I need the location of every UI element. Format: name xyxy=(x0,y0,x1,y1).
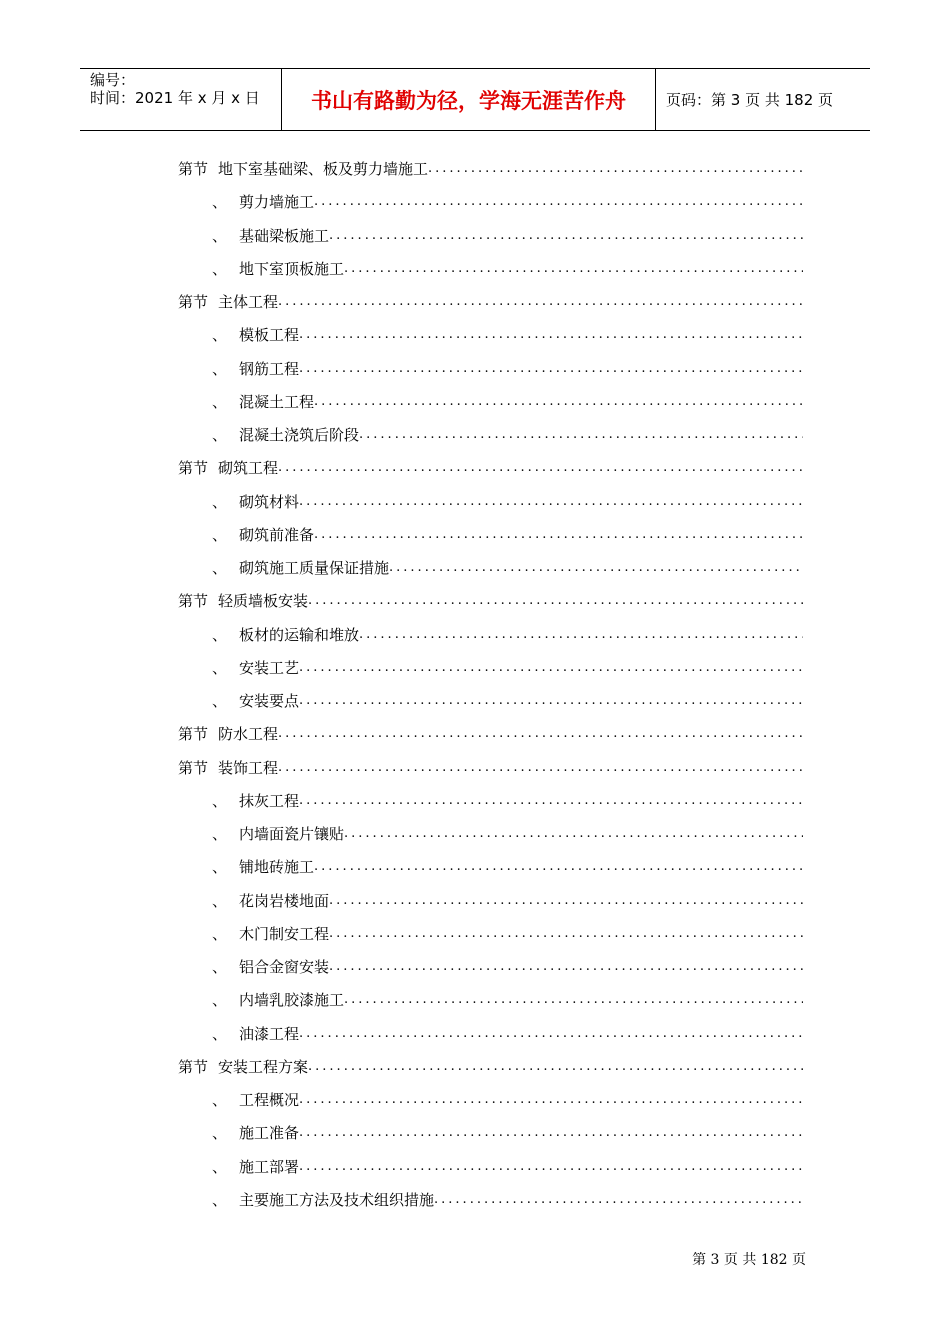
toc-entry-title: 内墙乳胶漆施工 xyxy=(239,991,345,1010)
toc-entry-prefix: 第节 xyxy=(178,758,209,777)
toc-dot-leader xyxy=(329,926,803,941)
toc-subsection-entry[interactable] xyxy=(178,418,803,451)
toc-section-entry[interactable] xyxy=(178,285,803,318)
header-motto: 书山有路勤为径，学海无涯苦作舟 xyxy=(282,69,656,130)
toc-entry-title: 基础梁板施工 xyxy=(239,226,330,245)
toc-dot-leader xyxy=(314,394,803,409)
toc-entry-prefix: 、 xyxy=(212,525,228,544)
document-date: 时间：2021 年 x 月 x 日 xyxy=(90,89,260,107)
toc-entry-title: 安装工艺 xyxy=(239,658,300,677)
toc-entry-title: 剪力墙施工 xyxy=(239,193,315,212)
toc-entry-title: 模板工程 xyxy=(239,326,300,345)
toc-entry-prefix: 第节 xyxy=(178,592,209,611)
toc-entry-title: 装饰工程 xyxy=(218,758,279,777)
toc-subsection-entry[interactable] xyxy=(178,684,803,717)
toc-entry-prefix: 、 xyxy=(212,692,228,711)
toc-dot-leader xyxy=(344,826,803,841)
toc-entry-prefix: 、 xyxy=(212,625,228,644)
header-meta xyxy=(80,69,282,130)
toc-subsection-entry[interactable] xyxy=(178,252,803,285)
toc-entry-title: 地下室基础梁、板及剪力墙施工 xyxy=(218,160,429,179)
toc-dot-leader xyxy=(308,1059,803,1074)
toc-entry-prefix: 、 xyxy=(212,791,228,810)
toc-dot-leader xyxy=(299,660,803,675)
toc-subsection-entry[interactable] xyxy=(178,185,803,218)
toc-entry-prefix: 、 xyxy=(212,891,228,910)
toc-subsection-entry[interactable] xyxy=(178,950,803,983)
toc-dot-leader xyxy=(389,560,803,575)
toc-entry-prefix: 第节 xyxy=(178,160,209,179)
toc-entry-title: 花岗岩楼地面 xyxy=(239,891,330,910)
toc-dot-leader xyxy=(434,1192,803,1207)
header-page-info: 页码：第 3 页 共 182 页 xyxy=(666,91,834,109)
toc-entry-prefix: 、 xyxy=(212,326,228,345)
toc-dot-leader xyxy=(299,1125,803,1140)
toc-entry-title: 铝合金窗安装 xyxy=(239,958,330,977)
toc-dot-leader xyxy=(299,1026,803,1041)
toc-entry-title: 防水工程 xyxy=(218,725,279,744)
toc-entry-prefix: 、 xyxy=(212,259,228,278)
toc-entry-title: 安装工程方案 xyxy=(218,1057,309,1076)
toc-subsection-entry[interactable] xyxy=(178,318,803,351)
toc-section-entry[interactable] xyxy=(178,1050,803,1083)
toc-dot-leader xyxy=(299,494,803,509)
toc-subsection-entry[interactable] xyxy=(178,884,803,917)
toc-entry-title: 钢筋工程 xyxy=(239,359,300,378)
toc-entry-prefix: 、 xyxy=(212,958,228,977)
toc-section-entry[interactable] xyxy=(178,584,803,617)
toc-subsection-entry[interactable] xyxy=(178,219,803,252)
toc-entry-title: 施工准备 xyxy=(239,1124,300,1143)
toc-dot-leader xyxy=(299,793,803,808)
toc-entry-prefix: 、 xyxy=(212,825,228,844)
toc-entry-prefix: 、 xyxy=(212,426,228,445)
toc-entry-title: 铺地砖施工 xyxy=(239,858,315,877)
toc-dot-leader xyxy=(299,327,803,342)
toc-section-entry[interactable] xyxy=(178,717,803,750)
toc-subsection-entry[interactable] xyxy=(178,817,803,850)
toc-dot-leader xyxy=(428,161,803,176)
toc-subsection-entry[interactable] xyxy=(178,1116,803,1149)
toc-section-entry[interactable] xyxy=(178,451,803,484)
toc-entry-prefix: 、 xyxy=(212,392,228,411)
toc-subsection-entry[interactable] xyxy=(178,518,803,551)
toc-entry-prefix: 、 xyxy=(212,1124,228,1143)
toc-entry-prefix: 第节 xyxy=(178,725,209,744)
toc-entry-title: 轻质墙板安装 xyxy=(218,592,309,611)
toc-dot-leader xyxy=(278,726,803,741)
toc-subsection-entry[interactable] xyxy=(178,983,803,1016)
toc-section-entry[interactable] xyxy=(178,751,803,784)
toc-subsection-entry[interactable] xyxy=(178,784,803,817)
toc-dot-leader xyxy=(278,460,803,475)
toc-dot-leader xyxy=(299,1092,803,1107)
toc-entry-title: 混凝土浇筑后阶段 xyxy=(239,426,360,445)
toc-entry-title: 抹灰工程 xyxy=(239,791,300,810)
toc-subsection-entry[interactable] xyxy=(178,850,803,883)
toc-entry-prefix: 、 xyxy=(212,492,228,511)
toc-entry-title: 施工部署 xyxy=(239,1157,300,1176)
table-of-contents xyxy=(178,152,803,1216)
toc-entry-prefix: 、 xyxy=(212,1024,228,1043)
toc-entry-prefix: 第节 xyxy=(178,1057,209,1076)
toc-entry-prefix: 、 xyxy=(212,858,228,877)
toc-entry-prefix: 第节 xyxy=(178,459,209,478)
toc-dot-leader xyxy=(329,959,803,974)
toc-subsection-entry[interactable] xyxy=(178,1150,803,1183)
toc-dot-leader xyxy=(329,893,803,908)
toc-entry-title: 板材的运输和堆放 xyxy=(239,625,360,644)
toc-entry-prefix: 、 xyxy=(212,658,228,677)
toc-dot-leader xyxy=(359,427,803,442)
toc-entry-prefix: 、 xyxy=(212,1091,228,1110)
toc-entry-prefix: 、 xyxy=(212,359,228,378)
toc-entry-title: 砌筑前准备 xyxy=(239,525,315,544)
toc-section-entry[interactable] xyxy=(178,152,803,185)
toc-entry-title: 油漆工程 xyxy=(239,1024,300,1043)
toc-dot-leader xyxy=(314,194,803,209)
toc-entry-prefix: 、 xyxy=(212,1190,228,1209)
toc-dot-leader xyxy=(299,1159,803,1174)
toc-entry-title: 砌筑材料 xyxy=(239,492,300,511)
page-header xyxy=(80,68,870,131)
toc-entry-title: 混凝土工程 xyxy=(239,392,315,411)
toc-subsection-entry[interactable] xyxy=(178,385,803,418)
toc-subsection-entry[interactable] xyxy=(178,551,803,584)
toc-entry-title: 砌筑工程 xyxy=(218,459,279,478)
toc-entry-prefix: 、 xyxy=(212,991,228,1010)
toc-entry-title: 砌筑施工质量保证措施 xyxy=(239,559,390,578)
toc-dot-leader xyxy=(299,361,803,376)
toc-dot-leader xyxy=(278,760,803,775)
toc-dot-leader xyxy=(308,593,803,608)
toc-entry-prefix: 、 xyxy=(212,226,228,245)
toc-entry-title: 主要施工方法及技术组织措施 xyxy=(239,1190,435,1209)
toc-subsection-entry[interactable] xyxy=(178,1183,803,1216)
toc-entry-prefix: 、 xyxy=(212,193,228,212)
toc-entry-prefix: 、 xyxy=(212,924,228,943)
toc-dot-leader xyxy=(299,693,803,708)
toc-entry-title: 木门制安工程 xyxy=(239,924,330,943)
toc-subsection-entry[interactable] xyxy=(178,485,803,518)
toc-entry-title: 安装要点 xyxy=(239,692,300,711)
toc-dot-leader xyxy=(344,261,803,276)
toc-subsection-entry[interactable] xyxy=(178,1017,803,1050)
toc-subsection-entry[interactable] xyxy=(178,352,803,385)
toc-entry-prefix: 、 xyxy=(212,1157,228,1176)
toc-dot-leader xyxy=(344,992,803,1007)
toc-entry-prefix: 第节 xyxy=(178,293,209,312)
toc-subsection-entry[interactable] xyxy=(178,618,803,651)
document-number-label: 编号： xyxy=(90,71,136,89)
toc-entry-title: 地下室顶板施工 xyxy=(239,259,345,278)
toc-subsection-entry[interactable] xyxy=(178,1083,803,1116)
toc-entry-title: 主体工程 xyxy=(218,293,279,312)
page-footer: 第 3 页 共 182 页 xyxy=(692,1252,806,1268)
toc-dot-leader xyxy=(314,859,803,874)
toc-dot-leader xyxy=(359,627,803,642)
toc-entry-title: 内墙面瓷片镶贴 xyxy=(239,825,345,844)
toc-subsection-entry[interactable] xyxy=(178,917,803,950)
toc-entry-title: 工程概况 xyxy=(239,1091,300,1110)
toc-entry-prefix: 、 xyxy=(212,559,228,578)
toc-dot-leader xyxy=(314,527,803,542)
toc-subsection-entry[interactable] xyxy=(178,651,803,684)
toc-dot-leader xyxy=(329,228,803,243)
toc-dot-leader xyxy=(278,294,803,309)
